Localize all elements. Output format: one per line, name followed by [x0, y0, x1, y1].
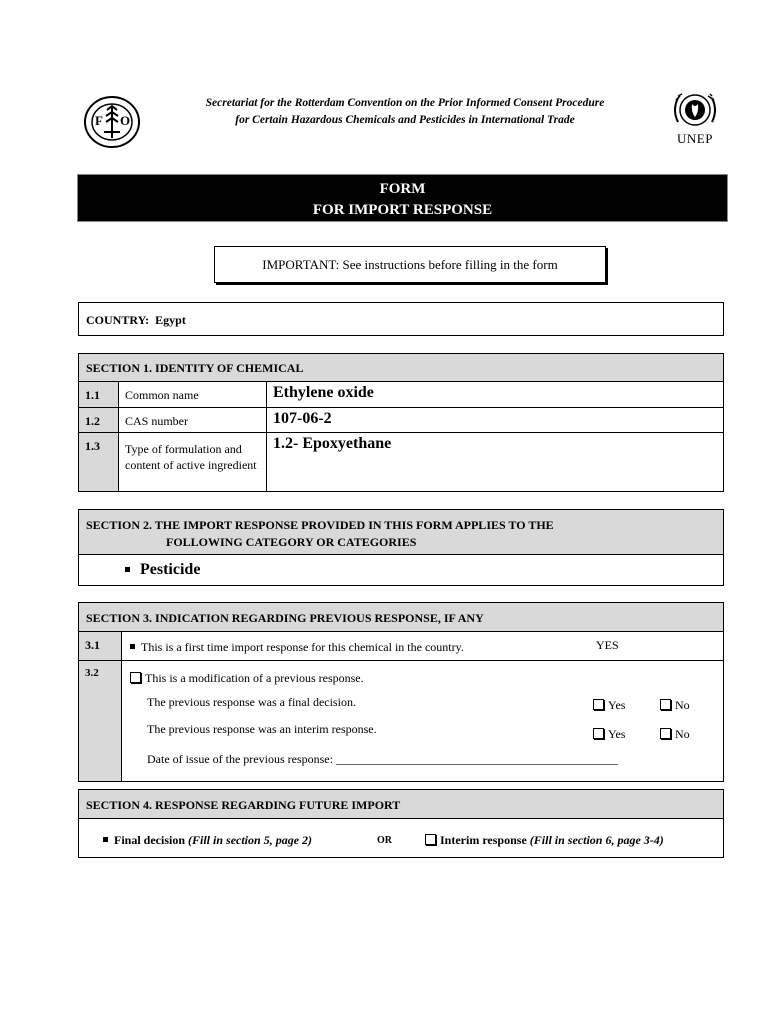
row-label: Type of formulation and content of active ingredient [119, 433, 267, 492]
svg-text:F: F [95, 113, 103, 128]
final-no-checkbox[interactable] [660, 699, 671, 710]
section4-title: SECTION 4. RESPONSE REGARDING FUTURE IMPORT [86, 798, 401, 812]
interim-response-checkbox[interactable] [425, 834, 436, 845]
bullet-icon [130, 644, 135, 649]
section2-body [78, 554, 724, 586]
section4-header [78, 789, 724, 819]
form-subtitle: FOR IMPORT RESPONSE [312, 202, 493, 218]
final-decision-option[interactable]: Final decision [114, 833, 186, 847]
form-title: FORM [379, 181, 426, 197]
section2-header [78, 509, 724, 555]
interim-no-label: No [675, 727, 690, 741]
important-notice: IMPORTANT: See instructions before filling in the form [214, 246, 606, 283]
final-no-label: No [675, 698, 690, 712]
row-label: Common name [119, 382, 267, 408]
table-row [79, 382, 724, 408]
formulation-value[interactable]: 1.2- Epoxyethane [267, 433, 724, 492]
form-title-band [77, 174, 728, 222]
section1-title: SECTION 1. IDENTITY OF CHEMICAL [86, 361, 304, 375]
section1-table [78, 381, 724, 492]
section1-header [78, 353, 724, 382]
final-yes-checkbox[interactable] [593, 699, 604, 710]
svg-text:O: O [120, 113, 131, 128]
country-value: Egypt [155, 313, 186, 327]
country-label: COUNTRY: [86, 313, 150, 327]
unep-logo-text: UNEP [677, 131, 713, 146]
first-time-response-answer[interactable]: YES [596, 638, 619, 652]
interim-response-note: (Fill in section 6, page 3-4) [529, 833, 664, 847]
first-time-response-text: This is a first time import response for this chemical in the country. [141, 640, 464, 654]
header-line-1: Secretariat for the Rotterdam Convention on the Prior Informed Consent Procedure [205, 97, 605, 109]
final-decision-bullet-icon [103, 837, 108, 842]
fao-logo [82, 94, 142, 150]
section2-title-line2: FOLLOWING CATEGORY OR CATEGORIES [166, 535, 417, 549]
row-number: 3.2 [79, 661, 122, 782]
table-row [79, 661, 724, 782]
section3-title: SECTION 3. INDICATION REGARDING PREVIOUS RESPONSE, IF ANY [86, 611, 484, 625]
interim-yes-label: Yes [608, 727, 626, 741]
date-of-issue-label: Date of issue of the previous response: [147, 752, 333, 766]
interim-no-checkbox[interactable] [660, 728, 671, 739]
bullet-icon [125, 567, 130, 572]
row-number: 1.1 [79, 382, 119, 408]
final-decision-text: The previous response was a final decision. [147, 695, 356, 709]
section4-body [78, 818, 724, 858]
section2-title-line1: SECTION 2. THE IMPORT RESPONSE PROVIDED IN THIS FORM APPLIES TO THE [86, 518, 554, 532]
modification-text: This is a modification of a previous response. [145, 671, 364, 685]
cas-number-value[interactable]: 107-06-2 [267, 408, 724, 433]
common-name-value[interactable]: Ethylene oxide [267, 382, 724, 408]
final-decision-note: (Fill in section 5, page 2) [188, 833, 313, 847]
table-row [79, 632, 724, 661]
table-row [79, 433, 724, 492]
section3-table [78, 631, 724, 782]
final-yes-label: Yes [608, 698, 626, 712]
interim-response-option[interactable]: Interim response [440, 833, 527, 847]
interim-yes-checkbox[interactable] [593, 728, 604, 739]
or-separator: OR [377, 835, 392, 846]
interim-response-text: The previous response was an interim response. [147, 722, 377, 736]
modification-checkbox[interactable] [130, 672, 141, 683]
header-secretariat [150, 95, 660, 129]
row-number: 1.3 [79, 433, 119, 492]
section3-header [78, 602, 724, 632]
row-number: 3.1 [79, 632, 122, 661]
country-field[interactable] [78, 302, 724, 336]
header-line-2: for Certain Hazardous Chemicals and Pesticides in International Trade [235, 114, 575, 126]
row-number: 1.2 [79, 408, 119, 433]
row-label: CAS number [119, 408, 267, 433]
category-pesticide[interactable]: Pesticide [140, 561, 201, 578]
table-row [79, 408, 724, 433]
date-of-issue-field[interactable]: _______________________________________________ [335, 752, 618, 766]
